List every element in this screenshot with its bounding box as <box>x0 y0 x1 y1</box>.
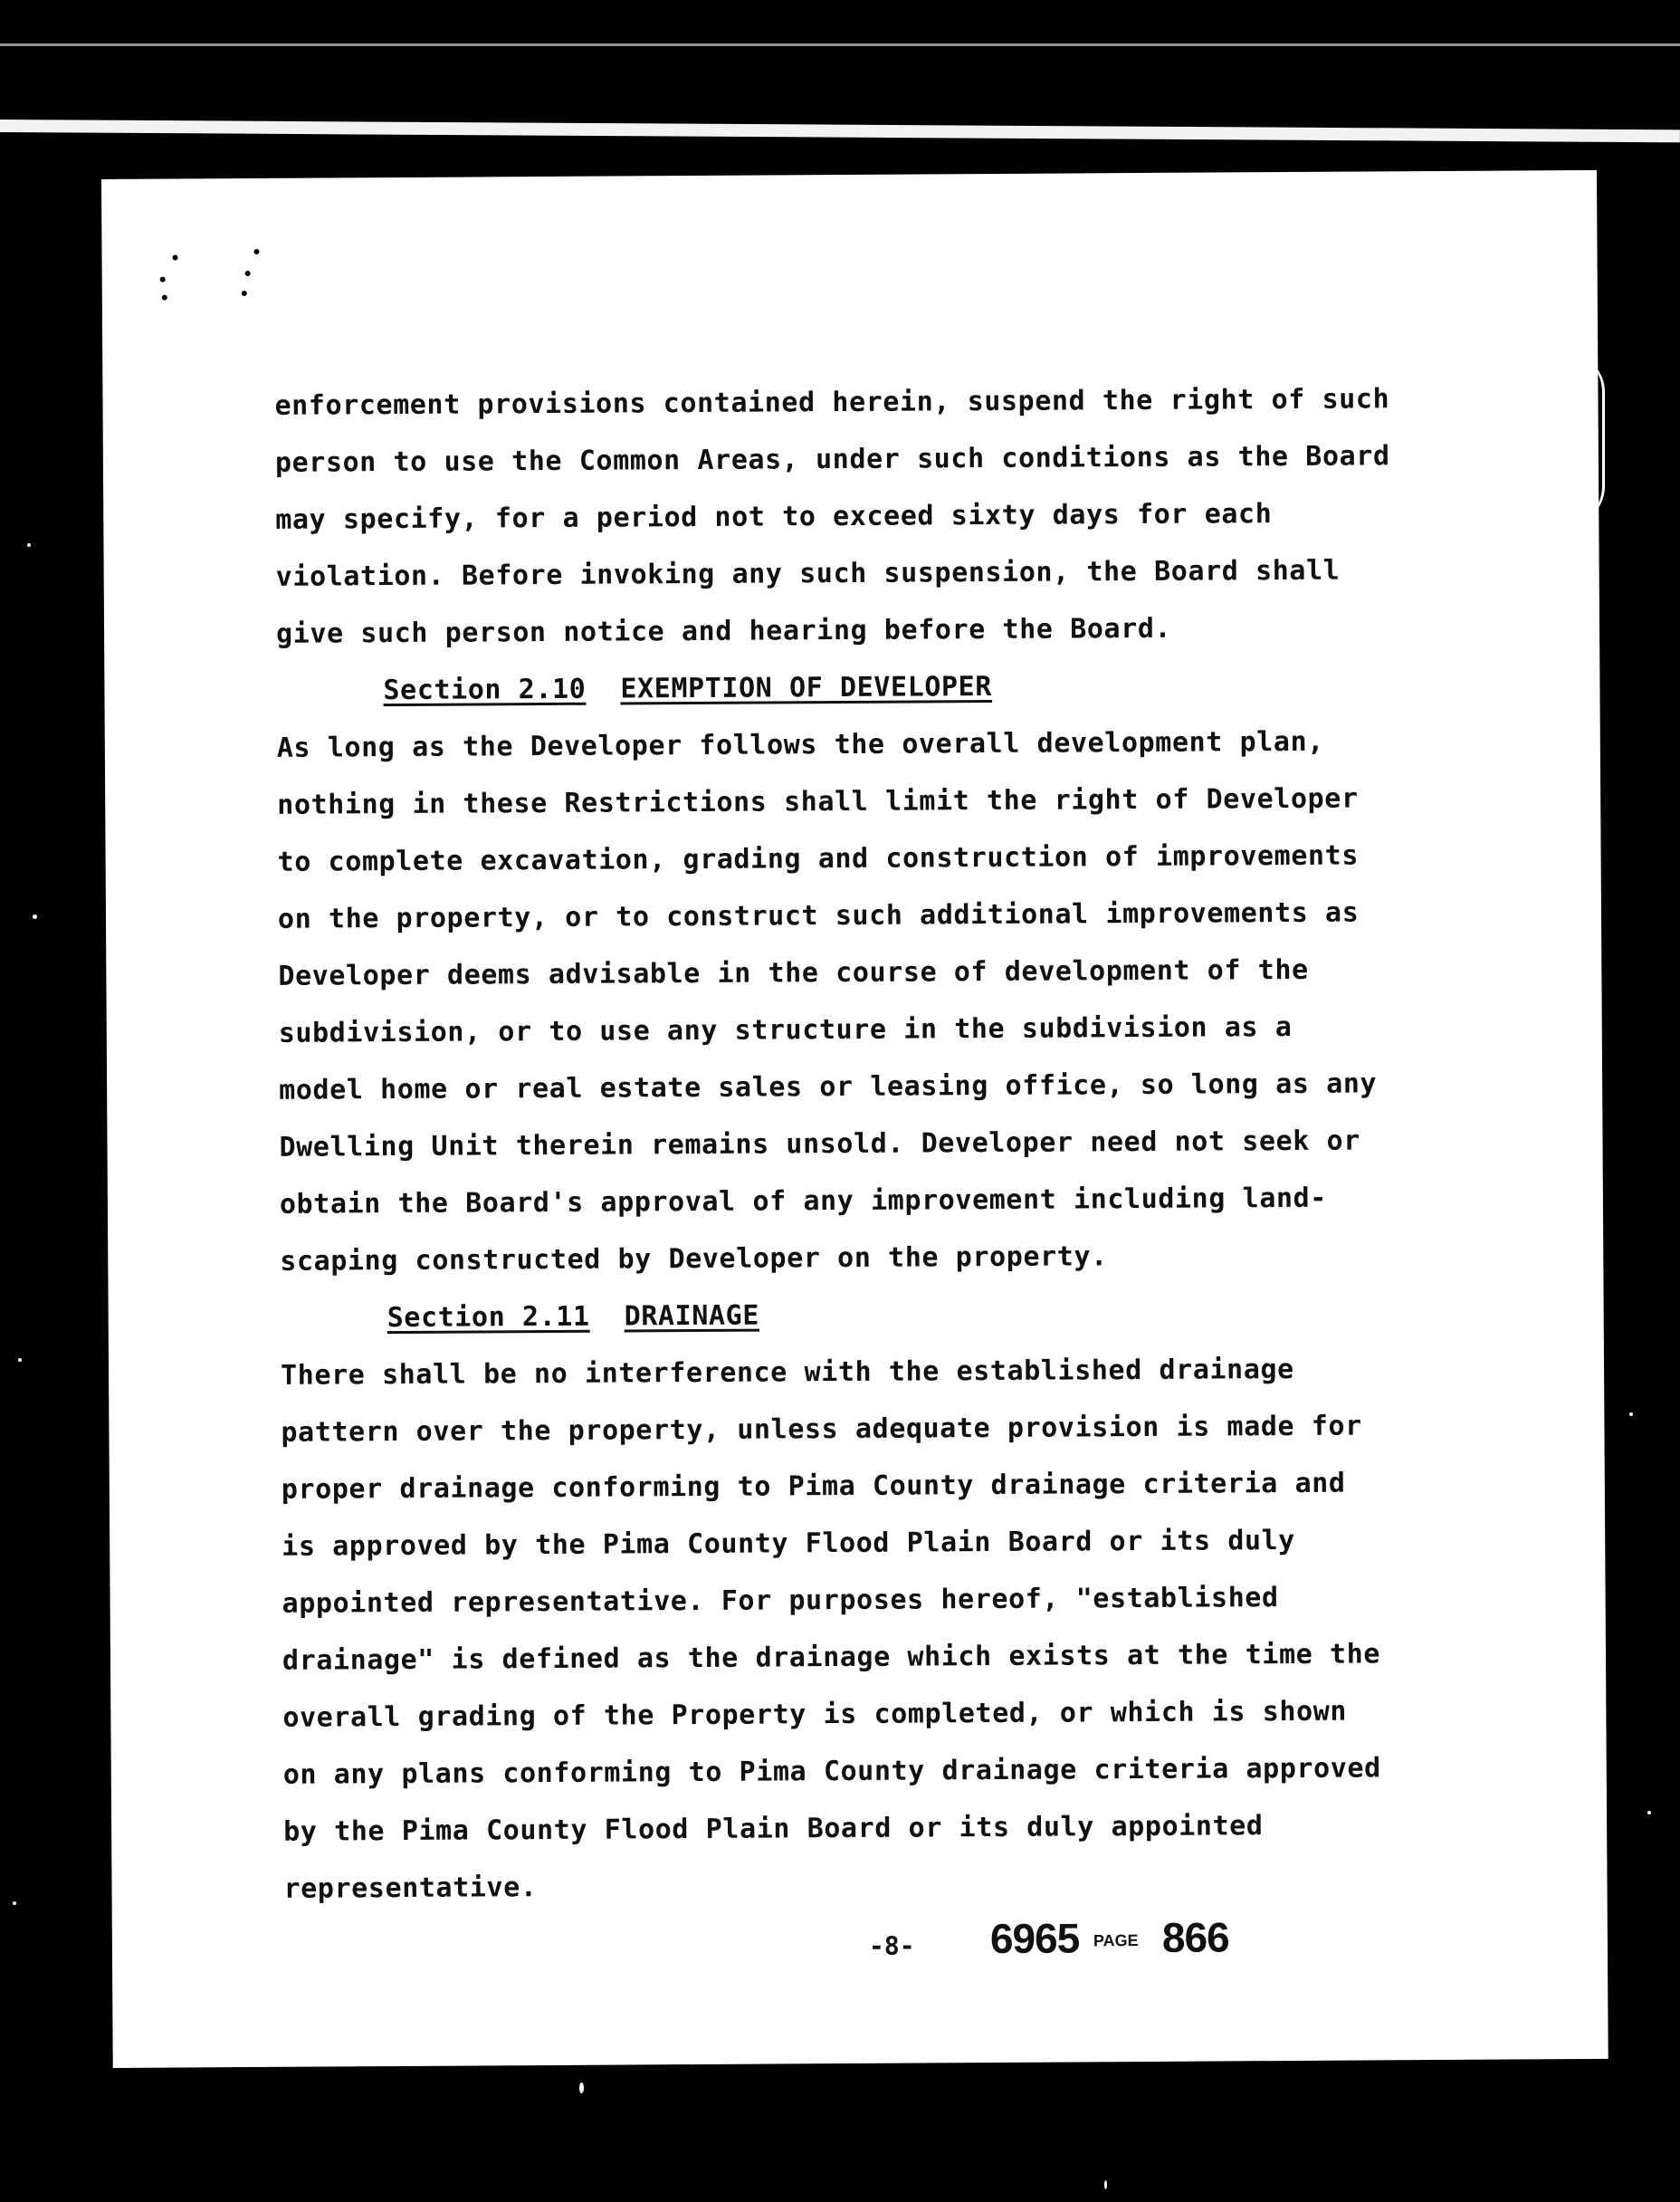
paragraph-line: to complete excavation, grading and construction of improvements <box>277 839 1360 878</box>
paragraph-line: on the property, or to construct such additional improvements as <box>277 896 1360 935</box>
paragraph-line: nothing in these Restrictions shall limit the right of Developer <box>277 782 1359 821</box>
section-title: EXEMPTION OF DEVELOPER <box>620 671 993 705</box>
book-number-stamp: 6965 <box>989 1914 1080 1963</box>
paragraph-line: There shall be no interference with the established drainage <box>280 1353 1294 1392</box>
paragraph-line: drainage" is defined as the drainage which exists at the time the <box>282 1638 1381 1677</box>
section-title: DRAINAGE <box>624 1299 760 1333</box>
scan-speck <box>13 1901 16 1905</box>
paragraph-line: subdivision, or to use any structure in the subdivision as a <box>278 1010 1293 1049</box>
paragraph-line: Developer deems advisable in the course of development of the <box>278 953 1309 992</box>
paragraph-line: is approved by the Pima County Flood Plain Board or its duly <box>282 1524 1296 1563</box>
punch-dot <box>242 291 247 296</box>
punch-dot <box>253 249 259 254</box>
scan-speck <box>18 1358 22 1362</box>
punch-dot <box>160 277 166 282</box>
scan-speck <box>1647 1811 1651 1814</box>
section-number: Section 2.11 <box>387 1300 590 1335</box>
paragraph-line: by the Pima County Flood Plain Board or its duly appointed <box>283 1810 1264 1848</box>
punch-dot <box>162 295 167 301</box>
punch-dot <box>245 271 251 276</box>
document-page <box>101 170 1608 2068</box>
paragraph-line: representative. <box>283 1872 538 1905</box>
scan-speck <box>33 914 37 919</box>
scan-speck <box>27 543 31 547</box>
scan-speck <box>579 2082 584 2093</box>
paragraph-line: violation. Before invoking any such suspension, the Board shall <box>275 554 1341 593</box>
paragraph-line: person to use the Common Areas, under such conditions as the Board <box>274 440 1390 479</box>
paragraph-line: give such person notice and hearing before the Board. <box>275 612 1172 650</box>
paragraph-line: pattern over the property, unless adequate provision is made for <box>281 1410 1362 1449</box>
paragraph-line: proper drainage conforming to Pima County drainage criteria and <box>281 1467 1346 1506</box>
section-number: Section 2.10 <box>383 673 587 707</box>
punch-dot <box>173 254 178 260</box>
paragraph-line: model home or real estate sales or leasing office, so long as any <box>279 1067 1378 1106</box>
paragraph-line: may specify, for a period not to exceed sixty days for each <box>275 498 1273 536</box>
scan-speck <box>1629 1412 1633 1416</box>
paragraph-line: scaping constructed by Developer on the property. <box>280 1240 1108 1278</box>
book-page-label: PAGE <box>1093 1931 1139 1950</box>
page-number: -8- <box>868 1930 915 1961</box>
section-heading-2-11 <box>280 1283 1456 1347</box>
paragraph-line: on any plans conforming to Pima County drainage criteria approved <box>282 1752 1381 1791</box>
scan-edge-top <box>0 43 1680 46</box>
paragraph-line: obtain the Board's approval of any improvement including land- <box>279 1182 1328 1221</box>
book-page-stamp: 866 <box>1161 1913 1229 1961</box>
body-text <box>274 370 1460 1918</box>
paragraph-line: As long as the Developer follows the overall development plan, <box>276 725 1324 764</box>
paragraph-line: enforcement provisions contained herein, suspend the right of such <box>274 383 1390 422</box>
paragraph-line: Dwelling Unit therein remains unsold. Developer need not seek or <box>279 1125 1360 1163</box>
paragraph-line: overall grading of the Property is completed, or which is shown <box>282 1695 1348 1734</box>
section-heading-2-10 <box>276 656 1453 720</box>
paragraph-line: appointed representative. For purposes hereof, "established <box>282 1582 1279 1620</box>
scan-edge-band <box>0 120 1680 142</box>
scan-speck <box>1104 2180 1107 2189</box>
